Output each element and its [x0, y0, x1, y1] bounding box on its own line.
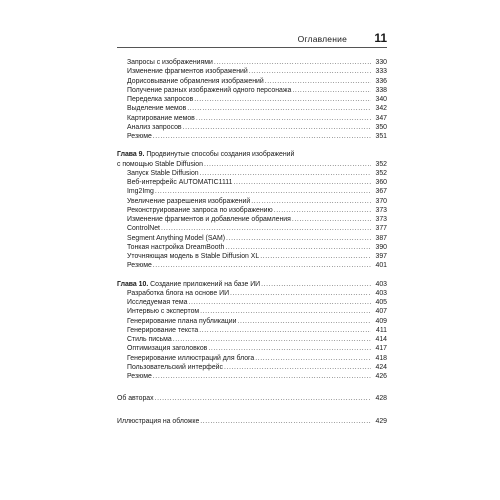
toc-entry-label: Разработка блога на основе ИИ [127, 289, 230, 297]
toc-entry[interactable] [117, 132, 387, 141]
chapter-page: 403 [375, 280, 387, 288]
page-number: 11 [374, 31, 387, 45]
toc-entry-label: Выделение мемов [127, 105, 187, 113]
dot-leader [251, 197, 371, 206]
chapter-title-text: Создание приложений на базе ИИ [148, 280, 261, 288]
toc-entry-page: 424 [375, 363, 387, 371]
dot-leader [230, 289, 371, 298]
toc-entry-page: 338 [375, 86, 387, 94]
toc-entry[interactable] [117, 363, 387, 372]
dot-leader [255, 354, 371, 363]
toc-entry-label: Иллюстрация на обложке [117, 417, 200, 425]
toc-entry[interactable] [117, 58, 387, 67]
toc-entry-label: Резюме [127, 262, 152, 270]
toc-entry-page: 370 [375, 197, 387, 205]
toc-entry-label: Генерирование текста [127, 326, 199, 334]
dot-leader [200, 169, 371, 178]
chapter-heading[interactable] [117, 150, 387, 159]
toc-entry[interactable] [117, 67, 387, 76]
toc-entry-page: 336 [375, 77, 387, 85]
toc-entry-page: 407 [375, 308, 387, 316]
toc-entry[interactable] [117, 197, 387, 206]
toc-entry-page: 390 [375, 243, 387, 251]
dot-leader [161, 224, 371, 233]
toc-entry[interactable] [117, 224, 387, 233]
toc-entry-label: Веб-интерфейс AUTOMATIC1111 [127, 179, 233, 186]
toc-entry-label: Переделка запросов [127, 96, 194, 103]
toc-entry-page: 428 [375, 395, 387, 403]
dot-leader [200, 307, 371, 316]
dot-leader [292, 215, 371, 224]
toc-entry-page: 401 [375, 262, 387, 270]
toc-entry-label: Анализ запросов [127, 123, 182, 131]
toc-entry-label: Увеличение разрешения изображений [127, 197, 251, 205]
dot-leader [153, 132, 371, 141]
toc-entry-page: 333 [375, 68, 387, 76]
chapter-heading-continued[interactable] [117, 160, 387, 169]
toc-entry[interactable] [117, 114, 387, 123]
toc-entry[interactable] [117, 289, 387, 298]
dot-leader [224, 363, 371, 372]
toc-entry[interactable] [117, 95, 387, 104]
toc-entry-about-authors[interactable] [117, 394, 387, 403]
dot-leader [187, 104, 371, 113]
toc-entry-label: Изменение фрагментов и добавление обрамления [127, 216, 291, 223]
toc-entry[interactable] [117, 354, 387, 363]
chapter-title-line-2: с помощью Stable Diffusion [117, 160, 203, 168]
toc-entry-label: Исследуемая тема [127, 299, 188, 306]
spacer [117, 141, 387, 150]
dot-leader [292, 86, 371, 95]
chapter-number: Глава 10. [117, 280, 149, 288]
toc-entry-page: 342 [375, 105, 387, 113]
toc-entry[interactable] [117, 104, 387, 113]
dot-leader [261, 280, 371, 289]
dot-leader [199, 326, 371, 335]
toc-entry-page: 347 [375, 114, 387, 122]
toc-entry[interactable] [117, 317, 387, 326]
dot-leader [196, 114, 371, 123]
toc-entry-page: 409 [375, 317, 387, 325]
toc-entry-page: 360 [375, 179, 387, 186]
dot-leader [260, 252, 371, 261]
toc-entry-page: 418 [375, 354, 387, 362]
toc-entry[interactable] [117, 335, 387, 344]
toc-entry-page: 377 [375, 225, 387, 233]
toc-entry-label: Стиль письма [127, 336, 172, 343]
toc-entry-label: Реконструирование запроса по изображению [127, 206, 273, 214]
toc-entry-page: 351 [375, 133, 387, 140]
toc-entry-label: Пользовательский интерфейс [127, 363, 223, 371]
toc-entry-page: 373 [375, 206, 387, 214]
toc-entry-label: Генерирование плана публикации [127, 317, 237, 325]
toc-entry-page: 373 [375, 216, 387, 223]
dot-leader [200, 417, 371, 426]
toc-entry[interactable] [117, 243, 387, 252]
toc-chapter-9 [117, 150, 387, 270]
dot-leader [155, 187, 371, 196]
toc-entry[interactable] [117, 187, 387, 196]
toc-entry-page: 330 [375, 59, 387, 66]
dot-leader [188, 298, 371, 307]
spacer [117, 404, 387, 417]
toc-group-continued [117, 58, 387, 141]
toc-entry[interactable] [117, 344, 387, 353]
toc-entry[interactable] [117, 261, 387, 270]
toc-entry[interactable] [117, 123, 387, 132]
dot-leader [226, 234, 371, 243]
toc-chapter-10 [117, 280, 387, 382]
chapter-page: 352 [375, 160, 387, 168]
toc-entry-label: Запросы с изображениями [127, 59, 213, 66]
dot-leader [153, 372, 371, 381]
toc-entry[interactable] [117, 307, 387, 316]
toc-entry[interactable] [117, 234, 387, 243]
toc-entry-label: ControlNet [127, 225, 160, 233]
toc-entry-label: Img2Img [127, 188, 154, 196]
toc-entry[interactable] [117, 252, 387, 261]
dot-leader [237, 317, 371, 326]
dot-leader [233, 178, 371, 187]
toc-entry-label: Резюме [127, 133, 152, 140]
toc-entry[interactable] [117, 326, 387, 335]
toc-entry-page: 426 [375, 373, 387, 380]
running-header [117, 31, 387, 45]
toc-entry-label: Картирование мемов [127, 114, 195, 122]
chapter-number: Глава 9. [117, 151, 145, 159]
dot-leader [274, 206, 371, 215]
toc-entry[interactable] [117, 372, 387, 381]
toc-entry[interactable] [117, 77, 387, 86]
toc-entry-label: Segment Anything Model (SAM) [127, 234, 226, 242]
toc-entry-page: 397 [375, 253, 387, 260]
toc-entry[interactable] [117, 178, 387, 187]
toc-entry-label: Уточняющая модель в Stable Diffusion XL [127, 253, 260, 260]
toc-entry-page: 417 [375, 345, 387, 353]
chapter-heading[interactable] [117, 280, 387, 289]
toc-entry-page: 403 [375, 289, 387, 297]
toc-entry[interactable] [117, 215, 387, 224]
dot-leader [153, 261, 371, 270]
dot-leader [173, 335, 371, 344]
toc-entry-label: Тонкая настройка DreamBooth [127, 243, 225, 251]
dot-leader [249, 67, 371, 76]
toc-entry-page: 411 [376, 326, 387, 334]
toc-entry-page: 429 [375, 417, 387, 425]
toc-entry[interactable] [117, 206, 387, 215]
chapter-title-line-1: Продвинутые способы создания изображений [144, 151, 295, 159]
toc-entry[interactable] [117, 86, 387, 95]
dot-leader [214, 58, 371, 67]
toc-entry-page: 367 [375, 188, 387, 196]
toc-entry-page: 350 [375, 123, 387, 131]
toc-entry-page: 414 [375, 336, 387, 343]
toc-entry-page: 340 [375, 96, 387, 103]
toc-entry-label: Интервью с экспертом [127, 308, 200, 316]
toc-entry-page: 405 [375, 299, 387, 306]
toc-entry-label: Запуск Stable Diffusion [127, 169, 199, 177]
header-divider [117, 47, 387, 48]
toc-entry-cover-illustration[interactable] [117, 417, 387, 426]
dot-leader [265, 77, 371, 86]
table-of-contents [117, 58, 387, 426]
dot-leader [155, 394, 371, 403]
dot-leader [194, 95, 371, 104]
toc-entry-label: Резюме [127, 373, 152, 380]
toc-entry-label: Получение разных изображений одного персонажа [127, 86, 292, 94]
dot-leader [204, 160, 371, 169]
spacer [117, 271, 387, 280]
dot-leader [208, 344, 371, 353]
toc-entry-page: 387 [375, 234, 387, 242]
dot-leader [225, 243, 371, 252]
toc-entry-label: Изменение фрагментов изображений [127, 68, 248, 76]
toc-entry-label: Генерирование иллюстраций для блога [127, 354, 255, 362]
toc-entry[interactable] [117, 298, 387, 307]
toc-entry-label: Об авторах [117, 395, 154, 403]
toc-entry-label: Дорисовывание обрамления изображений [127, 77, 264, 85]
toc-entry[interactable] [117, 169, 387, 178]
spacer [117, 381, 387, 394]
dot-leader [183, 123, 371, 132]
running-header-title: Оглавление [297, 34, 347, 44]
toc-entry-page: 352 [375, 169, 387, 177]
chapter-title [117, 280, 260, 289]
toc-entry-label: Оптимизация заголовков [127, 345, 208, 353]
